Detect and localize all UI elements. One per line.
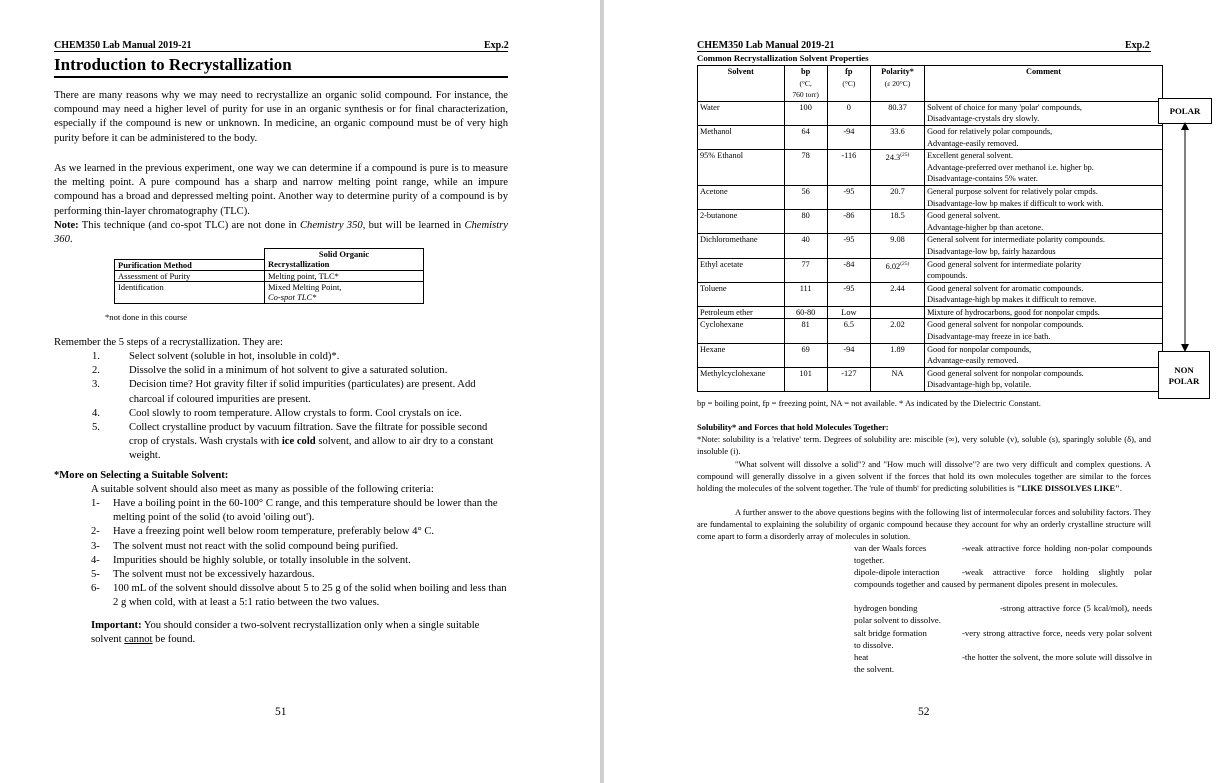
list-item: 3- The solvent must not react with the solid compound being purified. bbox=[91, 540, 399, 552]
list-item: 2- Have a freezing point well below room temperature, preferably below 4° C. bbox=[91, 526, 435, 538]
table-row: Toluene 111 -95 2.44 Good general solvent for aromatic compounds. Disadvantage-high bp makes it difficult to remove. bbox=[698, 282, 1163, 306]
column-header-fp: fp (°C) bbox=[827, 66, 870, 102]
table-row: Methylcyclohexane 101 -127 NA Good general solvent for nonpolar compounds. Disadvantage-high bp, volatile. bbox=[698, 367, 1163, 391]
running-header-exp: Exp.2 bbox=[484, 40, 509, 51]
list-item: 5- The solvent must not be excessively hazardous. bbox=[91, 569, 315, 581]
solvent-properties-table bbox=[697, 65, 1163, 392]
list-item: 2. Dissolve the solid in a minimum of hot solvent to give a saturated solution. bbox=[92, 365, 448, 377]
list-item: 1- Have a boiling point in the 60-100° C range, and this temperature should be lower than the melting point of the solid (to avoid 'oiling out'). bbox=[91, 498, 498, 524]
list-item: 4- Impurities should be highly soluble, or totally insoluble in the solvent. bbox=[91, 554, 411, 566]
force-item: hydrogen bonding -strong attractive force (5 kcal/mol), needs polar solvent to dissolve. bbox=[854, 603, 1152, 625]
list-item: 6- 100 mL of the solvent should dissolve about 5 to 25 g of the solid when boiling and less than 2 g when cold, with at least a 5:1 ratio between the two values. bbox=[91, 583, 507, 609]
column-header-polarity: Polarity* (ε 20°C) bbox=[871, 66, 925, 102]
table-row-value: Mixed Melting Point, Co-spot TLC* bbox=[265, 282, 424, 303]
page-title: Introduction to Recrystallization bbox=[54, 55, 292, 74]
force-item: salt bridge formation -very strong attractive force, needs very polar solvent to dissolve. bbox=[854, 628, 1152, 650]
force-item: van der Waals forces -weak attractive force holding non-polar compounds together. bbox=[854, 543, 1152, 565]
criteria-list bbox=[91, 497, 508, 611]
table-header-method: Purification Method bbox=[115, 259, 265, 270]
list-item: 5. Collect crystalline product by vacuum filtration. Save the filtrate for possible second crop of crystals. Wash crystals with ice cold solvent, and allow to air dry to a constant weight. bbox=[92, 422, 494, 462]
table-row: Water 100 0 80.37 Solvent of choice for many 'polar' compounds, Disadvantage-crystals dry slowly. bbox=[698, 101, 1163, 125]
column-header-solvent: Solvent bbox=[698, 66, 785, 102]
intro-paragraph: There are many reasons why we may need to recrystallize an organic solid compound. For instance, the compound may need a higher level of purity for use in an organic synthesis or for final characterization, especially if the compound is new or unknown. In medicine, an organic compound must be of very high purity before it can be administered to the body. bbox=[54, 90, 508, 144]
table-footnote: *not done in this course bbox=[105, 312, 188, 322]
page-51 bbox=[0, 0, 600, 783]
running-header-left: CHEM350 Lab Manual 2019-21 bbox=[697, 40, 835, 51]
note-label: Note: bbox=[54, 220, 79, 231]
table-row: Cyclohexane 81 6.5 2.02 Good general solvent for nonpolar compounds. Disadvantage-may freeze in ice bath. bbox=[698, 319, 1163, 343]
column-header-bp: bp (°C, 760 torr) bbox=[784, 66, 827, 102]
selection-intro: A suitable solvent should also meet as many as possible of the following criteria: bbox=[91, 484, 434, 495]
table-header-recrystallization: Recrystallization bbox=[265, 259, 424, 270]
table-row: Acetone 56 -95 20.7 General purpose solvent for relatively polar cmpds. Disadvantage-low bp makes if difficult to work with. bbox=[698, 185, 1163, 209]
force-item: heat -the hotter the solvent, the more solute will dissolve in the solvent. bbox=[854, 652, 1152, 674]
forces-paragraph: A further answer to the above questions begins with the following list of intermolecular forces and solubility factors. They are fundamental to explaining the solubility of organic compound because they account for why an orderly crystalline structure will come apart to form a disorderly array of molecules in solution. bbox=[697, 507, 1152, 541]
steps-list bbox=[92, 350, 508, 464]
solubility-heading: Solubility* and Forces that hold Molecules Together: bbox=[697, 422, 889, 432]
solubility-paragraph: "What solvent will dissolve a solid"? and "How much will dissolve"? are two very difficult and complex questions. A compound will generally dissolve in a given solvent if the forces that hold its own molecules together are similar to the forces holding the molecules of the solvent together. The 'rule of thumb' for predicting solubilities is "LIKE DISSOLVES LIKE". bbox=[697, 459, 1151, 493]
table-row: Petroleum ether 60-80 Low Mixture of hydrocarbons, good for nonpolar cmpds. bbox=[698, 306, 1163, 319]
table-row: Ethyl acetate 77 -84 6.02$^{(25)}$ Good general solvent for intermediate polarity compounds. bbox=[698, 258, 1163, 282]
table-row: Dichloromethane 40 -95 9.08 General solvent for intermediate polarity compounds. Disadvantage-low bp, fairly hazardous bbox=[698, 234, 1163, 258]
solvent-table-title: Common Recrystallization Solvent Properties bbox=[697, 53, 869, 63]
table-row: Hexane 69 -94 1.89 Good for nonpolar compounds, Advantage-easily removed. bbox=[698, 343, 1163, 367]
force-item: dipole-dipole interaction -weak attractive force holding slightly polar compounds together and caused by permanent dipoles present in molecules. bbox=[854, 567, 1152, 589]
column-header-comment: Comment bbox=[925, 66, 1163, 102]
title-rule bbox=[54, 76, 508, 78]
table-row-label: Assessment of Purity bbox=[115, 270, 265, 281]
header-rule bbox=[54, 51, 508, 52]
polar-label: POLAR bbox=[1158, 98, 1212, 124]
table-row-label: Identification bbox=[115, 282, 265, 303]
purity-paragraph: As we learned in the previous experiment, one way we can determine if a compound is pure is to measure the melting point. A pure compound has a sharp and narrow melting point range, while an impure compound has a broad and depressed melting point. Another way to determine purity of a compound is by performing thin-layer chromatography (TLC). bbox=[54, 163, 508, 217]
purification-table bbox=[114, 248, 424, 304]
header-rule bbox=[697, 51, 1151, 52]
table-note: bp = boiling point, fp = freezing point, NA = not available. * As indicated by the Dielectric Constant. bbox=[697, 398, 1041, 408]
list-item: 1. Select solvent (soluble in hot, insoluble in cold)*. bbox=[92, 351, 340, 362]
list-item: 4. Cool slowly to room temperature. Allow crystals to form. Cool crystals on ice. bbox=[92, 407, 462, 419]
polarity-arrow-icon bbox=[1170, 122, 1200, 352]
table-row-value: Melting point, TLC* bbox=[265, 270, 424, 281]
page-number: 52 bbox=[918, 706, 930, 718]
running-header-exp: Exp.2 bbox=[1125, 40, 1150, 51]
table-row: 2-butanone 80 -86 18.5 Good general solvent. Advantage-higher bp than acetone. bbox=[698, 210, 1163, 234]
important-note: Important: You should consider a two-solvent recrystallization only when a single suitable solvent cannot be found. bbox=[91, 620, 480, 646]
table-row: Methanol 64 -94 33.6 Good for relatively polar compounds, Advantage-easily removed. bbox=[698, 125, 1163, 149]
nonpolar-label: NON POLAR bbox=[1158, 351, 1210, 399]
table-header-solid-organic: Solid Organic bbox=[265, 249, 424, 260]
steps-intro: Remember the 5 steps of a recrystallization. They are: bbox=[54, 337, 283, 348]
solubility-note: *Note: solubility is a 'relative' term. Degrees of solubility are: miscible (∞), very soluble (v), soluble (s), sparingly soluble (δ), and insoluble (i). bbox=[697, 434, 1151, 456]
table-row: 95% Ethanol 78 -116 24.3$^{(25)}$ Excellent general solvent. Advantage-preferred over methanol i.e. higher bp. Disadvantage-contains 5% water. bbox=[698, 150, 1163, 186]
page-number: 51 bbox=[275, 706, 287, 718]
running-header-left: CHEM350 Lab Manual 2019-21 bbox=[54, 40, 192, 51]
list-item: 3. Decision time? Hot gravity filter if solid impurities (particulates) are present. Add charcoal if coloured impurities are present. bbox=[92, 379, 476, 405]
note-paragraph: Note: This technique (and co-spot TLC) are not done in Chemistry 350, but will be learned in Chemistry 360. bbox=[54, 220, 508, 246]
selection-heading: *More on Selecting a Suitable Solvent: bbox=[54, 470, 229, 481]
page-52 bbox=[604, 0, 1222, 783]
